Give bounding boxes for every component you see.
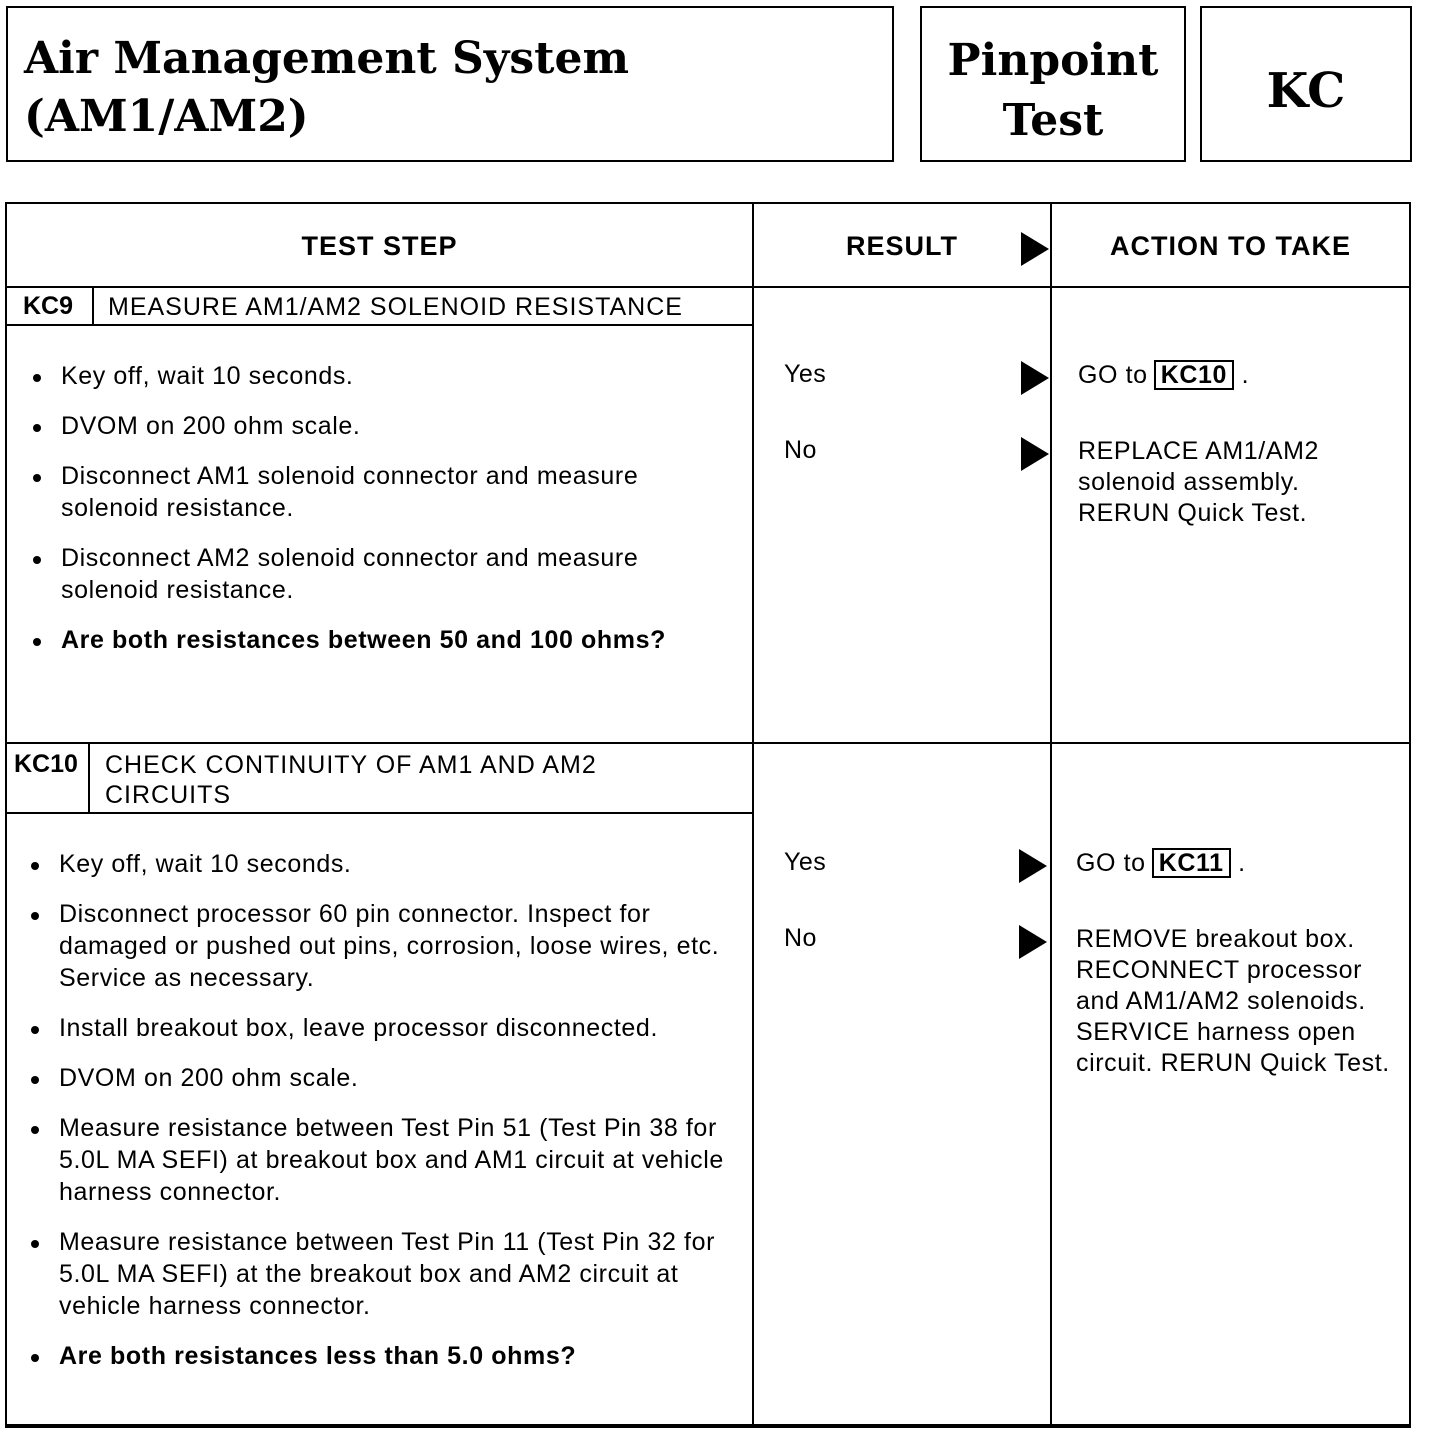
step-divider (7, 742, 1409, 744)
action-yes (1076, 848, 1246, 879)
step-code: KC9 (23, 292, 74, 320)
pinpoint-test-table (5, 202, 1411, 1428)
pinpoint-line1: Pinpoint (947, 35, 1159, 86)
result-arrow-icon (1019, 849, 1047, 883)
header-test-step: TEST STEP (301, 230, 458, 261)
action-prefix: GO to (1076, 849, 1146, 877)
step-instructions (27, 848, 731, 1390)
action-prefix: GO to (1078, 361, 1148, 389)
instruction-item: Disconnect AM2 solenoid connector and measure solenoid resistance. (29, 542, 729, 606)
column-divider-result (752, 204, 754, 1424)
header-result-label: RESULT (846, 230, 958, 261)
step-title: CHECK CONTINUITY OF AM1 AND AM2 CIRCUITS (105, 751, 597, 809)
action-no: REMOVE breakout box. RECONNECT processor and AM1/AM2 solenoids. SERVICE harness open circuit. RERUN Quick Test. (1076, 925, 1390, 1077)
instruction-question: Are both resistances between 50 and 100 ohms? (29, 624, 729, 656)
pinpoint-line2: Test (1002, 95, 1104, 146)
result-arrow-icon (1019, 925, 1047, 959)
pinpoint-test-box (920, 6, 1186, 162)
instruction-item: DVOM on 200 ohm scale. (27, 1062, 731, 1094)
result-yes: Yes (784, 360, 827, 388)
instruction-question: Are both resistances less than 5.0 ohms? (27, 1340, 731, 1372)
action-no: REPLACE AM1/AM2 solenoid assembly. RERUN Quick Test. (1078, 437, 1320, 527)
step-code: KC10 (14, 750, 78, 778)
instruction-item: Measure resistance between Test Pin 51 (Test Pin 38 for 5.0L MA SEFI) at breakout box and AM1 circuit at vehicle harness connector. (27, 1112, 731, 1208)
result-yes: Yes (784, 848, 827, 876)
instruction-item: Measure resistance between Test Pin 11 (Test Pin 32 for 5.0L MA SEFI) at the breakout box and AM2 circuit at vehicle harness connector. (27, 1226, 731, 1322)
step-ref-link[interactable]: KC11 (1152, 848, 1231, 878)
header-action: ACTION TO TAKE (1110, 230, 1351, 261)
test-code: KC (1266, 63, 1346, 119)
instruction-item: Disconnect processor 60 pin connector. Inspect for damaged or pushed out pins, corrosion, loose wires, etc. Service as necessary. (27, 898, 731, 994)
result-no: No (784, 436, 817, 464)
instruction-item: Disconnect AM1 solenoid connector and measure solenoid resistance. (29, 460, 729, 524)
result-arrow-icon (1021, 437, 1049, 471)
instruction-item: Key off, wait 10 seconds. (29, 360, 729, 392)
instruction-item: Install breakout box, leave processor disconnected. (27, 1012, 731, 1044)
action-suffix: . (1238, 849, 1246, 877)
system-title-line2: (AM1/AM2) (24, 91, 309, 142)
system-title-line1: Air Management System (24, 33, 629, 84)
system-title-box (6, 6, 894, 162)
instruction-item: DVOM on 200 ohm scale. (29, 410, 729, 442)
action-yes (1078, 360, 1249, 391)
test-code-box (1200, 6, 1412, 162)
step-title-divider (7, 324, 752, 326)
step-ref-link[interactable]: KC10 (1154, 360, 1234, 390)
step-title: MEASURE AM1/AM2 SOLENOID RESISTANCE (108, 293, 683, 321)
header-divider (7, 286, 1409, 288)
header-arrow-icon (1021, 232, 1049, 266)
result-no: No (784, 924, 817, 952)
step-code-divider (88, 744, 90, 812)
step-code-divider (92, 288, 94, 324)
action-suffix: . (1241, 361, 1250, 389)
result-arrow-icon (1021, 361, 1049, 395)
step-instructions (29, 360, 729, 674)
header-result (754, 204, 1050, 288)
column-divider-action (1050, 204, 1052, 1424)
instruction-item: Key off, wait 10 seconds. (27, 848, 731, 880)
step-title-divider (7, 812, 752, 814)
